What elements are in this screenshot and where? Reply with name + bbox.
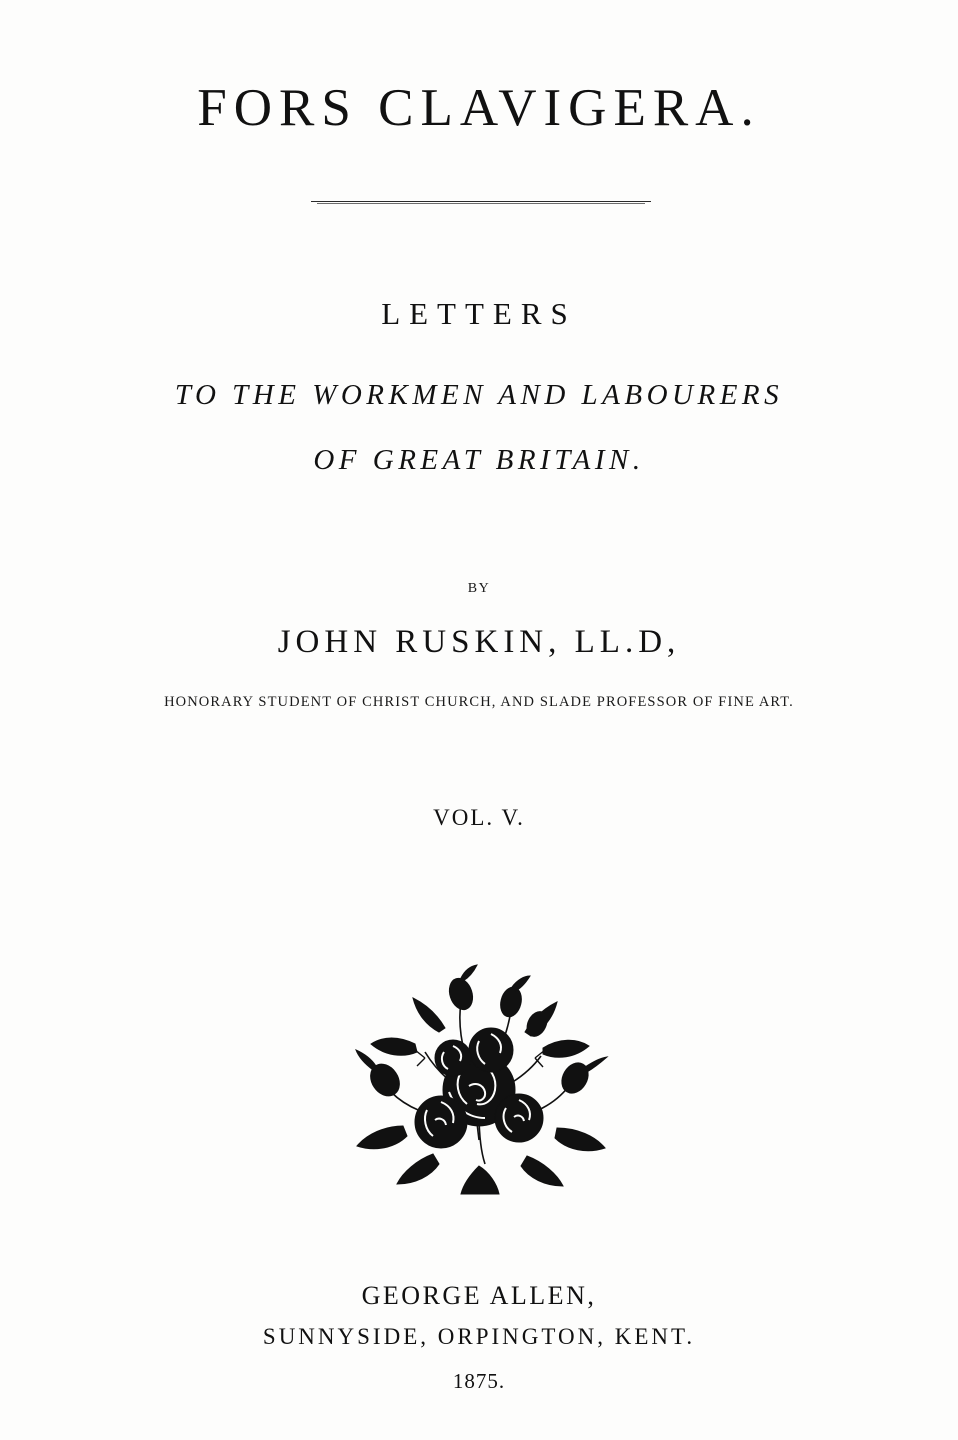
divider-line-upper	[311, 201, 651, 202]
publisher-name: GEORGE ALLEN,	[361, 1281, 597, 1310]
byline-label: BY	[467, 581, 491, 596]
publisher-address: SUNNYSIDE, ORPINGTON, KENT.	[262, 1324, 696, 1349]
volume-number: VOL. V.	[433, 805, 525, 830]
author-name: JOHN RUSKIN, LL.D,	[277, 624, 681, 660]
floral-rose-bouquet-icon	[329, 940, 629, 1195]
divider-line-lower	[317, 203, 645, 204]
section-label: LETTERS	[381, 296, 577, 331]
publication-year: 1875.	[452, 1369, 506, 1393]
author-credentials: HONORARY STUDENT OF CHRIST CHURCH, AND SLADE PROFESSOR OF FINE ART.	[164, 694, 794, 710]
page-title: FORS CLAVIGERA.	[197, 79, 761, 137]
subtitle-line-2: OF GREAT BRITAIN.	[313, 444, 645, 476]
subtitle-line-1: TO THE WORKMEN AND LABOURERS	[174, 379, 784, 411]
divider	[311, 200, 651, 203]
